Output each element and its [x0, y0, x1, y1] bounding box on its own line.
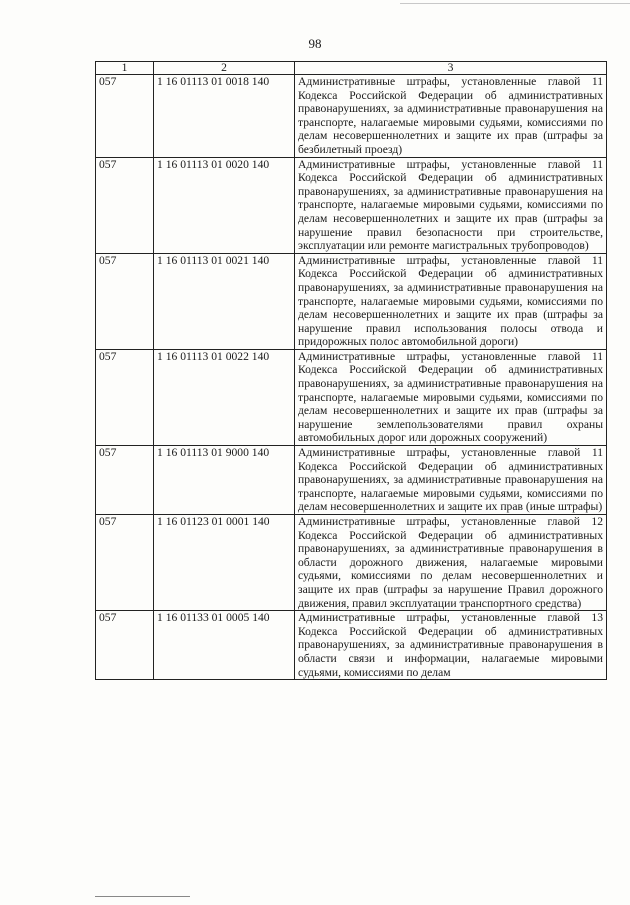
- admin-code-cell: 057: [96, 349, 154, 445]
- kbk-code-cell: 1 16 01123 01 0001 140: [154, 515, 295, 611]
- admin-code-cell: 057: [96, 611, 154, 680]
- admin-code-cell: 057: [96, 253, 154, 349]
- budget-classification-table: [95, 61, 607, 680]
- table-body: [96, 75, 607, 680]
- scan-edge-line: [400, 3, 630, 4]
- table-row: [96, 515, 607, 611]
- kbk-code-cell: 1 16 01113 01 0022 140: [154, 349, 295, 445]
- table-row: [96, 611, 607, 680]
- kbk-code-cell: 1 16 01113 01 0018 140: [154, 75, 295, 158]
- description-cell: Административные штрафы, установленные главой 12 Кодекса Российской Федерации об административных правонарушениях, за административные правонарушения в области дорожного движения, налагаемые мировыми судьями, комиссиями по делам несовершеннолетних и защите их прав (штрафы за нарушение Правил дорожного движения, правил эксплуатации транспортного средства): [295, 515, 607, 611]
- table-row: [96, 75, 607, 158]
- kbk-code-cell: 1 16 01133 01 0005 140: [154, 611, 295, 680]
- column-header-2: 2: [154, 62, 295, 75]
- kbk-code-cell: 1 16 01113 01 0020 140: [154, 157, 295, 253]
- table-header-row: [96, 62, 607, 75]
- column-header-3: 3: [295, 62, 607, 75]
- table-row: [96, 157, 607, 253]
- page-number: 98: [308, 36, 322, 51]
- kbk-code-cell: 1 16 01113 01 9000 140: [154, 446, 295, 515]
- admin-code-cell: 057: [96, 75, 154, 158]
- admin-code-cell: 057: [96, 515, 154, 611]
- description-cell: Административные штрафы, установленные главой 11 Кодекса Российской Федерации об административных правонарушениях, за административные правонарушения на транспорте, налагаемые мировыми судьями, комиссиями по делам несовершеннолетних и защите их прав (штрафы за нарушение правил безопасности при строительстве, эксплуатации или ремонте магистральных трубопроводов): [295, 157, 607, 253]
- description-cell: Административные штрафы, установленные главой 11 Кодекса Российской Федерации об административных правонарушениях, за административные правонарушения на транспорте, налагаемые мировыми судьями, комиссиями по делам несовершеннолетних и защите их прав (штрафы за нарушение землепользователями правил охраны автомобильных дорог или дорожных сооружений): [295, 349, 607, 445]
- admin-code-cell: 057: [96, 157, 154, 253]
- table-row: [96, 349, 607, 445]
- column-header-1: 1: [96, 62, 154, 75]
- kbk-code-cell: 1 16 01113 01 0021 140: [154, 253, 295, 349]
- table-row: [96, 446, 607, 515]
- description-cell: Административные штрафы, установленные главой 13 Кодекса Российской Федерации об административных правонарушениях, за административные правонарушения в области связи и информации, налагаемые мировыми судьями, комиссиями по делам: [295, 611, 607, 680]
- table-row: [96, 253, 607, 349]
- description-cell: Административные штрафы, установленные главой 11 Кодекса Российской Федерации об административных правонарушениях, за административные правонарушения на транспорте, налагаемые мировыми судьями, комиссиями по делам несовершеннолетних и защите их прав (иные штрафы): [295, 446, 607, 515]
- description-cell: Административные штрафы, установленные главой 11 Кодекса Российской Федерации об административных правонарушениях, за административные правонарушения на транспорте, налагаемые мировыми судьями, комиссиями по делам несовершеннолетних и защите их прав (штрафы за безбилетный проезд): [295, 75, 607, 158]
- admin-code-cell: 057: [96, 446, 154, 515]
- description-cell: Административные штрафы, установленные главой 11 Кодекса Российской Федерации об административных правонарушениях, за административные правонарушения на транспорте, налагаемые мировыми судьями, комиссиями по делам несовершеннолетних и защите их прав (штрафы за нарушение правил использования полосы отвода и придорожных полос автомобильной дороги): [295, 253, 607, 349]
- footnote-separator-line: [95, 896, 190, 897]
